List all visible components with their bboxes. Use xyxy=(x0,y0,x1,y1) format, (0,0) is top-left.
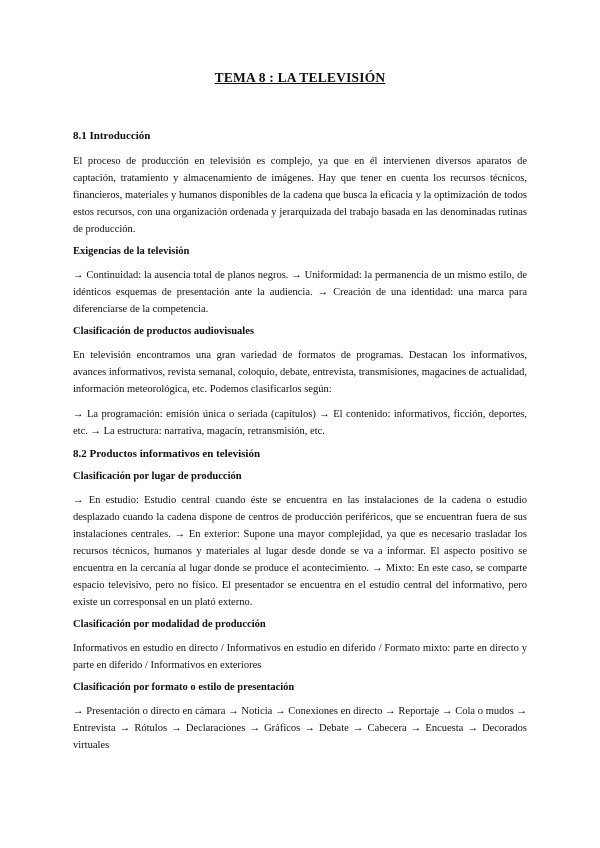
lugar-paragraph: → En estudio: Estudio central cuando éste se encuentra en las instalaciones de la cadena o estudio desplazado cuando la cadena dispone de centros de producción periféricos, que se encuentran fuera de sus instalaciones centrales. → En exterior: Supone una mayor complejidad, ya que es necesario trasladar los recursos técnicos, humanos y materiales al lugar desde donde se va a informar. El aspecto positivo se encuentra en la cercanía al lugar donde se produce el acontecimiento. → Mixto: En este caso, se comparte espacio televisivo, pero no físico. El presentador se encuentra en el estudio central del informativo, pero existe un corresponsal en un plató externo. xyxy=(73,495,527,608)
modalidad-paragraph: Informativos en estudio en directo / Informativos en estudio en diferido / Formato mixto: parte en directo y parte en diferido / Informativos en exteriores xyxy=(73,643,527,671)
clasificacion-criterios-paragraph: → La programación: emisión única o seriada (capítulos) → El contenido: informativos, ficción, deportes, etc. → La estructura: narrativa, magacín, retransmisión, etc. xyxy=(73,409,527,437)
page-title: TEMA 8 : LA TELEVISIÓN xyxy=(214,70,386,85)
section-heading-introduccion: 8.1 Introducción xyxy=(73,130,151,142)
section-heading-productos-informativos: 8.2 Productos informativos en televisión xyxy=(73,448,261,460)
document-body xyxy=(73,70,527,762)
subheading-clasificacion-productos: Clasificación de productos audiovisuales xyxy=(73,326,254,337)
exigencias-paragraph: → Continuidad: la ausencia total de planos negros. → Uniformidad: la permanencia de un mismo estilo, de idénticos esquemas de presentación ante la audiencia. → Creación de una identidad: una marca para diferenciarse de la competencia. xyxy=(73,270,527,315)
subheading-lugar-produccion: Clasificación por lugar de producción xyxy=(73,471,242,482)
subheading-formato-presentacion: Clasificación por formato o estilo de presentación xyxy=(73,682,295,693)
clasificacion-paragraph: En televisión encontramos una gran variedad de formatos de programas. Destacan los informativos, avances informativos, revista semanal, coloquio, debate, entrevista, transmisiones, magacines de actualidad, información meteorológica, etc. Podemos clasificarlos según: xyxy=(73,350,527,395)
intro-paragraph: El proceso de producción en televisión es complejo, ya que en él intervienen diversos aparatos de captación, tratamiento y almacenamiento de imágenes. Hay que tener en cuenta los recursos técnicos, financieros, materiales y humanos disponibles de la cadena que busca la eficacia y la optimización de todos estos recursos, con una organización ordenada y jerarquizada del trabajo basada en las denominadas rutinas de producción. xyxy=(73,156,527,235)
subheading-exigencias: Exigencias de la televisión xyxy=(73,246,190,257)
formato-paragraph: → Presentación o directo en cámara → Noticia → Conexiones en directo → Reportaje → Cola o mudos → Entrevista → Rótulos → Declaraciones → Gráficos → Debate → Cabecera → Encuesta → Decorados virtuales xyxy=(73,706,527,751)
subheading-modalidad-produccion: Clasificación por modalidad de producción xyxy=(73,619,266,630)
